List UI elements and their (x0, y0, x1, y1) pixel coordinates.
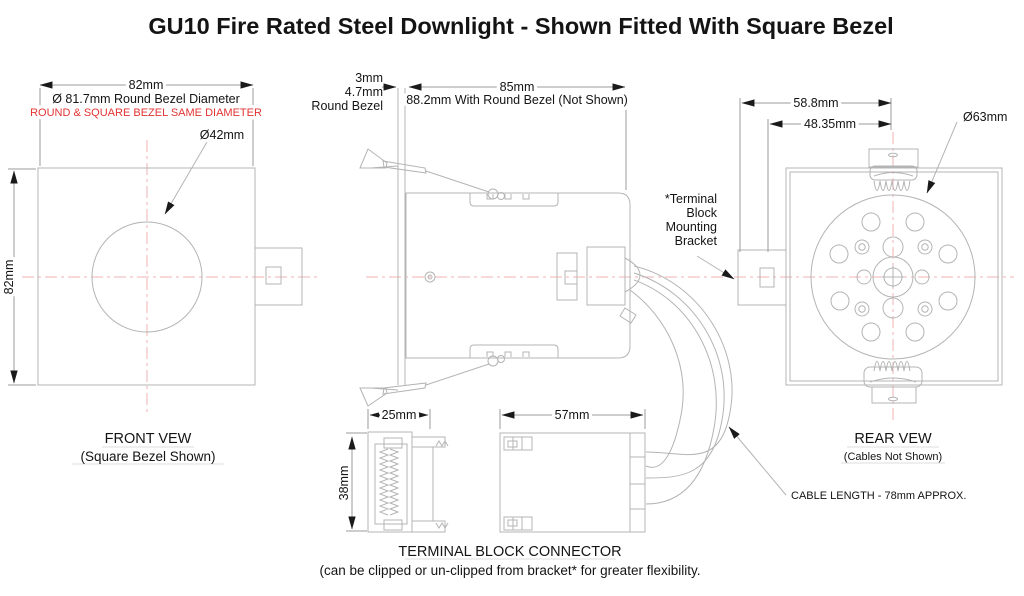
front-height-dim-label: 82mm (2, 259, 16, 295)
cable-3 (634, 280, 716, 504)
side-cable-grommet (620, 308, 636, 323)
terminal-end-top-plate-teeth (436, 441, 448, 446)
side-width-dim-label: 85mm (499, 80, 535, 94)
side-top-flange (470, 193, 558, 206)
rear-offset-dim-inner-label: 48.35mm (803, 117, 857, 131)
side-top-spring-tip (360, 149, 398, 168)
bracket-note-leader (697, 256, 734, 279)
bracket-note-line1: *Terminal (664, 192, 717, 206)
side-rear-dome (625, 258, 640, 292)
cable-length-note: CABLE LENGTH - 78mm APPROX. (791, 490, 967, 502)
rear-circle-dim-label: Ø63mm (963, 110, 1008, 124)
front-bezel-diameter-note: Ø 81.7mm Round Bezel Diameter (52, 92, 240, 106)
side-top-spring-coil2 (498, 193, 505, 200)
front-view (2, 78, 318, 464)
front-hole-leader (165, 142, 207, 214)
side-top-flange-slots (487, 194, 529, 199)
page-title: GU10 Fire Rated Steel Downlight - Shown Fitted With Square Bezel (148, 13, 894, 39)
cable-2 (634, 273, 724, 478)
cable-1 (634, 266, 732, 455)
side-bezel-plate (398, 88, 405, 385)
terminal-height-dim-label: 38mm (337, 465, 351, 501)
bezel-round-label: Round Bezel (311, 99, 383, 113)
front-hole-dim-label: Ø42mm (199, 128, 245, 142)
rear-offset-dim-outer-label: 58.8mm (793, 96, 839, 110)
terminal-end-bottom-plate-teeth (436, 523, 448, 528)
side-bottom-spring-coil2 (498, 356, 505, 363)
side-bottom-spring-arm (383, 364, 489, 394)
bracket-note-line4: Bracket (674, 234, 717, 248)
side-bottom-flange (470, 345, 558, 358)
rear-bottom-spring (864, 362, 922, 404)
side-rear-block (587, 247, 625, 305)
bracket-note-line3: Mounting (665, 220, 717, 234)
terminal-end-bottom-tab (384, 520, 402, 530)
terminal-block-label: TERMINAL BLOCK CONNECTOR (398, 544, 622, 560)
rear-view (734, 96, 1014, 463)
terminal-width-dim-label: 25mm (381, 408, 417, 422)
rear-circle-leader (927, 122, 957, 193)
front-view-label: FRONT VEW (104, 431, 192, 447)
side-width-round-note: 88.2mm With Round Bezel (Not Shown) (406, 93, 628, 107)
terminal-end-serration-right (390, 449, 398, 515)
terminal-side-wire-strip (630, 433, 645, 532)
bezel-thickness-square-label: 3mm (355, 71, 383, 85)
cable-note-leader (729, 427, 786, 495)
front-view-sublabel: (Square Bezel Shown) (80, 449, 216, 464)
bracket-note-line2: Block (686, 206, 717, 220)
terminal-length-dim-label: 57mm (554, 408, 590, 422)
side-bottom-spring-tip (360, 388, 398, 406)
terminal-end-serration-left (380, 449, 388, 515)
cable-4 (630, 290, 683, 467)
side-top-spring-arm (383, 161, 489, 192)
terminal-block-sublabel: (can be clipped or un-clipped from bracket* for greater flexibility. (319, 563, 701, 578)
front-side-tab-hole (266, 267, 281, 284)
front-width-dim-label: 82mm (128, 78, 164, 92)
bezel-thickness-round-label: 4.7mm (344, 85, 383, 99)
side-can-body (406, 193, 630, 358)
rear-view-sublabel: (Cables Not Shown) (843, 451, 943, 463)
rear-view-label: REAR VEW (854, 431, 932, 447)
front-bezel-same-note: ROUND & SQUARE BEZEL SAME DIAMETER (30, 107, 262, 119)
terminal-end-top-tab (384, 438, 402, 448)
terminal-block-connector (320, 408, 701, 578)
